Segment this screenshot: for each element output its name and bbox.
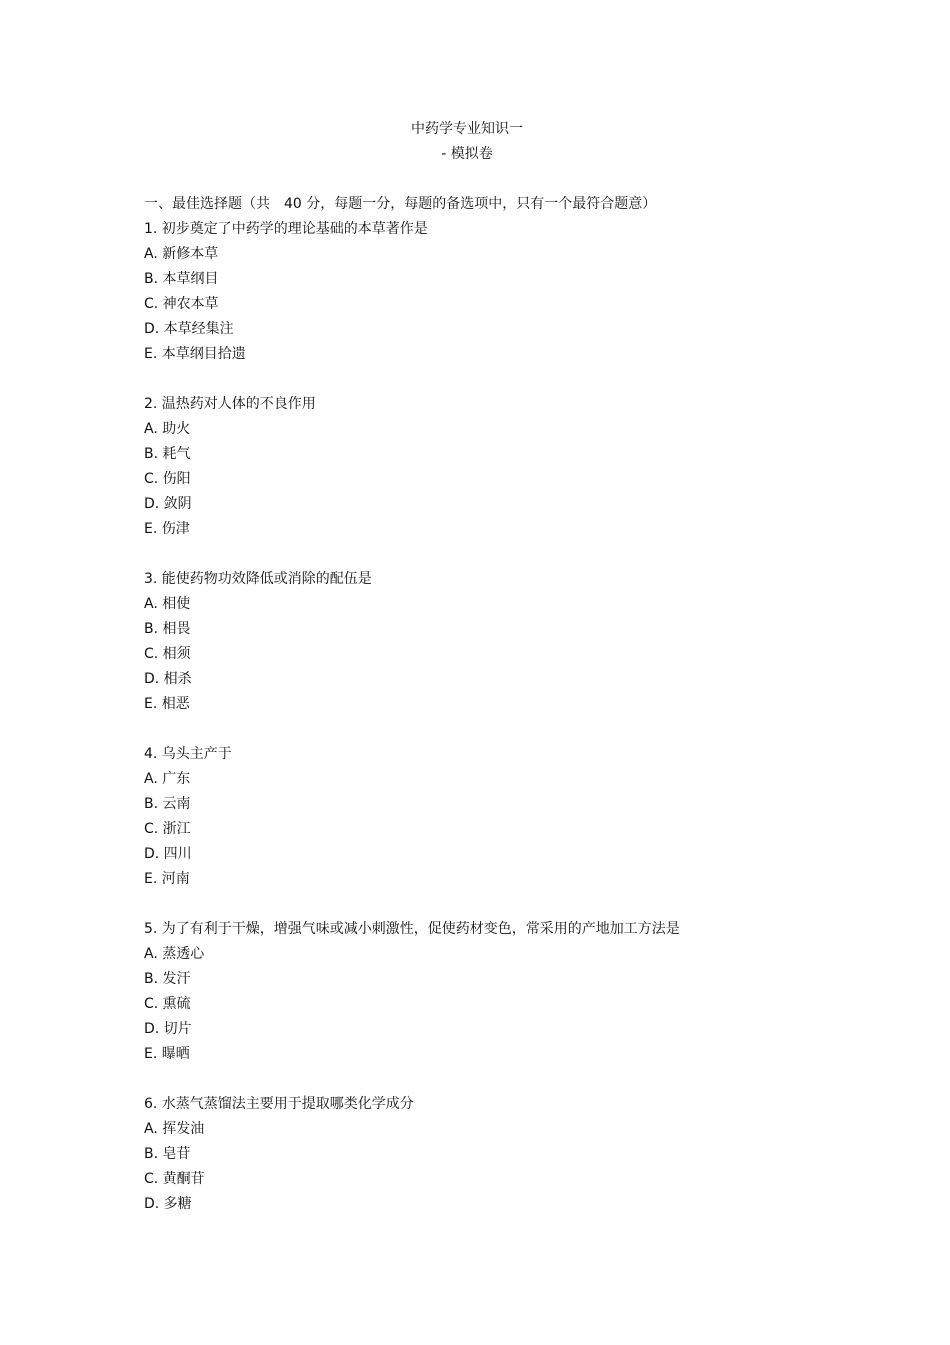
answer-option: C. 黄酮苷 [144, 1171, 205, 1187]
answer-option: B. 皂苷 [144, 1146, 191, 1162]
answer-option: E. 伤津 [144, 521, 190, 537]
answer-option: B. 云南 [144, 796, 191, 812]
document-title: 中药学专业知识一 [411, 121, 523, 137]
answer-option: A. 新修本草 [144, 246, 219, 262]
answer-option: B. 本草纲目 [144, 271, 219, 287]
exam-content [144, 195, 844, 1220]
question-stem: 6. 水蒸气蒸馏法主要用于提取哪类化学成分 [144, 1096, 414, 1112]
answer-option: A. 助火 [144, 421, 191, 437]
answer-option: E. 本草纲目拾遗 [144, 346, 246, 362]
answer-option: D. 四川 [144, 846, 192, 862]
spacer [144, 1070, 844, 1095]
section-header-part1: 一、最佳选择题（共 [144, 196, 270, 212]
answer-option: A. 相使 [144, 596, 191, 612]
answer-option: C. 浙江 [144, 821, 191, 837]
answer-option: E. 河南 [144, 871, 190, 887]
answer-option: D. 相杀 [144, 671, 192, 687]
answer-option: E. 曝晒 [144, 1046, 190, 1062]
answer-option: D. 切片 [144, 1021, 192, 1037]
answer-option: C. 神农本草 [144, 296, 219, 312]
answer-option: C. 熏硫 [144, 996, 191, 1012]
answer-option: B. 耗气 [144, 446, 191, 462]
document-subtitle: - 模拟卷 [441, 146, 493, 162]
answer-option: A. 广东 [144, 771, 191, 787]
answer-option: D. 本草经集注 [144, 321, 234, 337]
answer-option: A. 蒸透心 [144, 946, 205, 962]
answer-option: B. 相畏 [144, 621, 191, 637]
answer-option: A. 挥发油 [144, 1121, 205, 1137]
question-stem: 4. 乌头主产于 [144, 746, 232, 762]
spacer [144, 720, 844, 745]
section-header-part2: 40 分，每题一分，每题的备选项中，只有一个最符合题意） [284, 196, 657, 212]
answer-option: D. 敛阴 [144, 496, 192, 512]
answer-option: B. 发汗 [144, 971, 191, 987]
question-stem: 1. 初步奠定了中药学的理论基础的本草著作是 [144, 221, 428, 237]
answer-option: C. 相须 [144, 646, 191, 662]
spacer [144, 895, 844, 920]
answer-option: D. 多糖 [144, 1196, 192, 1212]
question-stem: 3. 能使药物功效降低或消除的配伍是 [144, 571, 372, 587]
question-stem: 5. 为了有利于干燥，增强气味或减小刺激性，促使药材变色，常采用的产地加工方法是 [144, 921, 680, 937]
spacer [144, 370, 844, 395]
question-stem: 2. 温热药对人体的不良作用 [144, 396, 316, 412]
answer-option: E. 相恶 [144, 696, 190, 712]
section-header [144, 195, 844, 220]
answer-option: C. 伤阳 [144, 471, 191, 487]
spacer [144, 545, 844, 570]
